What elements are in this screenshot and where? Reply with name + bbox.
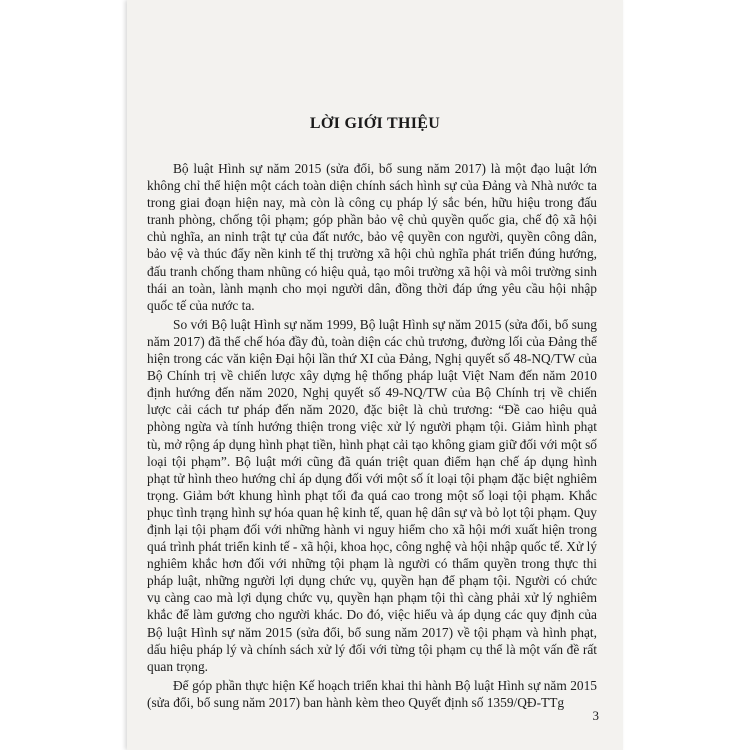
paragraph-3: Để góp phần thực hiện Kế hoạch triển khai thi hành Bộ luật Hình sự năm 2015 (sửa đổi, bổ sung năm 2017) ban hành kèm theo Quyết định số 1359/QĐ-TTg: [147, 677, 597, 710]
page-number: 3: [592, 708, 599, 723]
body-text: [147, 160, 597, 713]
paragraph-2: So với Bộ luật Hình sự năm 1999, Bộ luật Hình sự năm 2015 (sửa đổi, bổ sung năm 2017) đã thể chế hóa đầy đủ, toàn diện các chủ trương, đường lối của Đảng thể hiện trong các văn kiện Đại hội lần thứ XI của Đảng, Nghị quyết số 48-NQ/TW của Bộ Chính trị về chiến lược xây dựng hệ thống pháp luật Việt Nam đến năm 2010 định hướng đến năm 2020, Nghị quyết số 49-NQ/TW của Bộ Chính trị về chiến lược cải cách tư pháp đến năm 2020, đặc biệt là chủ trương: “Đề cao hiệu quả phòng ngừa và tính hướng thiện trong việc xử lý người phạm tội. Giảm hình phạt tù, mở rộng áp dụng hình phạt tiền, hình phạt cải tạo không giam giữ đối với một số loại tội phạm”. Bộ luật mới cũng đã quán triệt quan điểm hạn chế áp dụng hình phạt tử hình theo hướng chỉ áp dụng đối với một số ít loại tội phạm đặc biệt nghiêm trọng. Giảm bớt khung hình phạt tối đa quá cao trong một số loại tội phạm. Khắc phục tình trạng hình sự hóa quan hệ kinh tế, quan hệ dân sự và bỏ lọt tội phạm. Quy định lại tội phạm đối với những hành vi nguy hiểm cho xã hội mới xuất hiện trong quá trình phát triển kinh tế - xã hội, khoa học, công nghệ và hội nhập quốc tế. Xử lý nghiêm khắc hơn đối với những tội phạm là người có thẩm quyền trong thực thi pháp luật, những người lợi dụng chức vụ, quyền hạn để phạm tội. Người có chức vụ càng cao mà lợi dụng chức vụ, quyền hạn phạm tội thì càng phải xử lý nghiêm khắc để làm gương cho người khác. Do đó, việc hiểu và áp dụng các quy định của Bộ luật Hình sự năm 2015 (sửa đổi, bổ sung năm 2017) về tội phạm và hình phạt, dấu hiệu pháp lý và chính sách xử lý đối với từng tội phạm cụ thể là một vấn đề rất quan trọng.: [147, 316, 598, 674]
page-title: LỜI GIỚI THIỆU: [309, 115, 441, 132]
book-page: [127, 0, 623, 750]
bleed-through-text: [127, 0, 623, 90]
paragraph-1: Bộ luật Hình sự năm 2015 (sửa đổi, bổ sung năm 2017) là một đạo luật lớn không chỉ thể hiện một cách toàn diện chính sách hình sự của Đảng và Nhà nước ta trong giai đoạn hiện nay, mà còn là công cụ pháp lý sắc bén, hữu hiệu trong đấu tranh phòng, chống tội phạm; góp phần bảo vệ chủ quyền quốc gia, chế độ xã hội chủ nghĩa, an ninh trật tự của đất nước, bảo vệ quyền con người, quyền công dân, bảo vệ và thúc đẩy nền kinh tế thị trường xã hội chủ nghĩa phát triển đúng hướng, đấu tranh chống tham nhũng có hiệu quả, tạo môi trường xã hội và môi trường sinh thái an toàn, lành mạnh cho mọi người dân, đồng thời đáp ứng yêu cầu hội nhập quốc tế của nước ta.: [147, 161, 597, 313]
